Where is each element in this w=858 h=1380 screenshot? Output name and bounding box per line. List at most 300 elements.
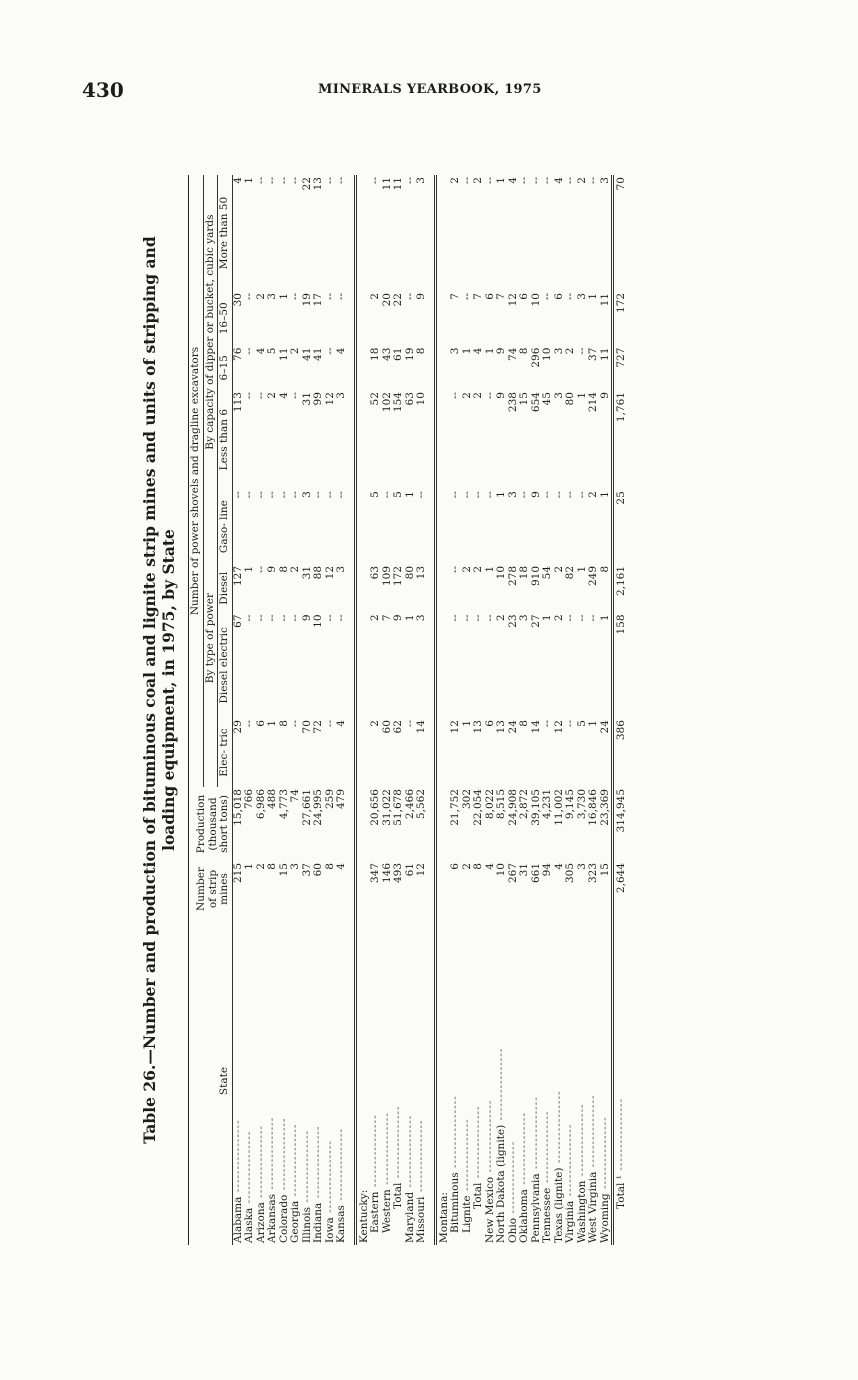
gas-cell: 9 — [529, 491, 542, 498]
elec-cell: 14 — [415, 720, 427, 734]
c6-cell — [435, 346, 450, 390]
gt50-cell: 2 — [449, 177, 461, 184]
c6-cell: 61 — [392, 347, 404, 361]
mines-cell: 305 — [564, 863, 576, 884]
gas-cell: -- — [449, 491, 461, 499]
gas-cell: 1 — [403, 491, 416, 498]
diesel-cell: 127 — [231, 565, 244, 587]
gas-cell: 5 — [392, 491, 404, 498]
c16-cell: -- — [564, 293, 576, 301]
elec-cell: 5 — [575, 720, 588, 727]
lt6-cell: 9 — [495, 392, 507, 399]
lt6-cell: 52 — [369, 392, 381, 406]
c6-cell: 41 — [312, 347, 324, 361]
state-cell: Alaska ---------------- — [243, 1130, 255, 1243]
leader-dots: ---------------- — [460, 1118, 473, 1196]
state-cell: Kansas ---------------- — [335, 1127, 347, 1243]
lt6-cell: -- — [243, 392, 255, 400]
lt6-cell: 2 — [460, 392, 473, 399]
gas-cell: -- — [312, 491, 324, 499]
c16-cell: 6 — [518, 293, 530, 300]
leader-dots: ---------------- — [415, 1119, 427, 1197]
dielec-cell — [435, 612, 450, 718]
elec-cell: -- — [243, 720, 255, 728]
header-more-than-50: More than 50 — [218, 175, 233, 291]
lt6-cell — [435, 390, 450, 489]
leader-dots: ---------------- — [495, 1047, 507, 1125]
dielec-cell: 7 — [380, 614, 393, 622]
table-row — [302, 175, 314, 1245]
table-row — [256, 175, 268, 1245]
diesel-cell: 31 — [300, 565, 313, 580]
table-row — [435, 175, 450, 1245]
c16-cell: -- — [289, 293, 301, 301]
mines-cell: 8 — [266, 863, 278, 870]
lt6-cell: 154 — [392, 392, 404, 413]
dielec-cell: 1 — [598, 614, 611, 622]
prod-cell: 4,773 — [277, 789, 290, 820]
elec-cell: -- — [403, 720, 416, 728]
elec-cell: -- — [541, 720, 553, 728]
diesel-cell: 8 — [277, 565, 290, 573]
lt6-cell: 2 — [266, 392, 278, 399]
prod-cell: 21,752 — [449, 789, 461, 826]
gt50-cell: -- — [323, 177, 336, 185]
gt50-cell: -- — [587, 177, 599, 185]
diesel-cell: 3 — [335, 565, 347, 573]
mines-cell: 31 — [518, 863, 530, 877]
dielec-cell — [355, 612, 370, 718]
row-gap — [428, 175, 436, 1245]
header-by-power: By type of power — [203, 489, 218, 787]
lt6-cell: 238 — [506, 392, 519, 413]
gas-cell: -- — [380, 491, 393, 499]
prod-cell: 11,002 — [552, 789, 565, 826]
state-cell: Washington ---------------- — [575, 1103, 588, 1243]
c6-cell: 76 — [231, 347, 244, 361]
gt50-cell: 1 — [243, 177, 255, 184]
c16-cell: 172 — [613, 291, 628, 346]
c6-cell: 41 — [300, 347, 313, 361]
elec-cell: 1 — [460, 720, 473, 727]
diesel-cell: 2 — [552, 565, 565, 573]
c16-cell: 2 — [254, 293, 267, 300]
c16-cell: -- — [541, 293, 553, 301]
gt50-cell: 3 — [415, 177, 427, 184]
gt50-cell: 11 — [380, 177, 393, 191]
dielec-cell: 9 — [300, 614, 313, 622]
table-row — [232, 175, 244, 1245]
gt50-cell: -- — [564, 177, 576, 185]
elec-cell: 6 — [254, 720, 267, 727]
gas-cell: -- — [277, 491, 290, 499]
caption-line-1: Table 26.—Number and production of bituminous coal and lignite strip mines and units of stripping and — [140, 236, 159, 1144]
diesel-cell: 8 — [598, 565, 611, 573]
c6-cell: 727 — [613, 346, 628, 390]
elec-cell: 1 — [587, 720, 599, 727]
header-production: Production (thousand short tons) — [189, 787, 233, 861]
gas-cell: -- — [552, 491, 565, 499]
elec-cell: 8 — [518, 720, 530, 727]
elec-cell: 14 — [529, 720, 542, 734]
mines-cell: 4 — [335, 863, 347, 870]
c16-cell: 2 — [369, 293, 381, 300]
diesel-cell: 10 — [495, 565, 507, 580]
table-row — [519, 175, 531, 1245]
header-by-capacity: By capacity of dipper or bucket, cubic yards — [203, 175, 218, 489]
gas-cell: -- — [575, 491, 588, 499]
gt50-cell — [355, 175, 370, 291]
diesel-cell: 2,161 — [613, 564, 628, 613]
gas-cell: -- — [483, 491, 496, 499]
table-row — [279, 175, 291, 1245]
table-row — [508, 175, 520, 1245]
gt50-cell: -- — [277, 177, 290, 185]
elec-cell: 8 — [277, 720, 290, 727]
state-cell: Colorado ---------------- — [277, 1117, 290, 1243]
header-gasoline: Gaso- line — [218, 489, 233, 564]
state-cell: Eastern ---------------- — [369, 1114, 381, 1233]
elec-cell: 24 — [598, 720, 611, 734]
gas-cell — [355, 489, 370, 564]
diesel-cell: 80 — [403, 565, 416, 580]
prod-cell: 27,661 — [300, 789, 313, 826]
diesel-cell: 910 — [529, 565, 542, 587]
dielec-cell: -- — [483, 614, 496, 622]
gt50-cell: -- — [335, 177, 347, 185]
elec-cell: -- — [289, 720, 301, 728]
lt6-cell: 10 — [415, 392, 427, 406]
dielec-cell: 10 — [312, 614, 324, 628]
c16-cell — [435, 291, 450, 346]
leader-dots: ---------------- — [369, 1114, 381, 1192]
table-row — [267, 175, 279, 1245]
c6-cell: 4 — [472, 347, 484, 355]
c16-cell: 22 — [392, 293, 404, 307]
prod-cell: 2,872 — [518, 789, 530, 820]
mines-cell: 4 — [552, 863, 565, 870]
leader-dots: ---------------- — [483, 1099, 496, 1177]
dielec-cell: 3 — [415, 614, 427, 622]
elec-cell: -- — [564, 720, 576, 728]
state-cell: Oklahoma ---------------- — [518, 1112, 530, 1243]
c6-cell: 3 — [449, 347, 461, 355]
dielec-cell: -- — [254, 614, 267, 622]
leader-dots: ---------------- — [506, 1140, 519, 1218]
c6-cell: 37 — [587, 347, 599, 361]
gt50-cell: 1 — [495, 177, 507, 184]
leader-dots: ---------------- — [243, 1130, 255, 1208]
mines-cell: 60 — [312, 863, 324, 877]
diesel-cell: 2 — [472, 565, 484, 573]
gt50-cell: -- — [518, 177, 530, 185]
prod-cell: 15,018 — [231, 789, 244, 826]
leader-dots: ---------------- — [335, 1127, 347, 1206]
gas-cell: 2 — [587, 491, 599, 498]
c16-cell: 20 — [380, 293, 393, 307]
gas-cell: -- — [460, 491, 473, 499]
mines-cell: 2,644 — [613, 861, 628, 917]
gas-cell: 1 — [598, 491, 611, 498]
prod-cell: 74 — [289, 789, 301, 803]
state-cell: Alabama ---------------- — [231, 1119, 244, 1243]
state-cell: Bituminous ---------------- — [449, 1095, 461, 1233]
c16-cell: 11 — [598, 293, 611, 307]
gas-cell: -- — [564, 491, 576, 499]
c16-cell: -- — [243, 293, 255, 301]
elec-cell: 70 — [300, 720, 313, 734]
c6-cell: 5 — [266, 347, 278, 355]
c6-cell: 9 — [495, 347, 507, 355]
gas-cell: -- — [518, 491, 530, 499]
leader-dots: ---------------- — [587, 1094, 599, 1172]
mines-cell: 6 — [449, 863, 461, 870]
c6-cell: 74 — [506, 347, 519, 361]
lt6-cell: 3 — [335, 392, 347, 399]
mines-cell: 4 — [483, 863, 496, 870]
state-cell: Arizona ---------------- — [254, 1125, 267, 1243]
dielec-cell: 23 — [506, 614, 519, 628]
caption-line-2: loading equipment, in 1975, by State — [159, 529, 178, 851]
state-cell: Total ¹ ---------------- — [613, 917, 628, 1245]
dielec-cell: -- — [575, 614, 588, 622]
diesel-cell: 12 — [323, 565, 336, 580]
gt50-cell: 22 — [300, 177, 313, 191]
elec-cell: 6 — [483, 720, 496, 727]
prod-cell: 8,022 — [483, 789, 496, 820]
gt50-cell: -- — [369, 177, 381, 185]
gt50-cell: -- — [254, 177, 267, 185]
diesel-cell: -- — [254, 565, 267, 574]
gas-cell: -- — [472, 491, 484, 499]
dielec-cell: 3 — [518, 614, 530, 622]
mines-cell: 3 — [575, 863, 588, 870]
prod-cell: 2,466 — [403, 789, 416, 820]
prod-cell: 39,105 — [529, 789, 542, 826]
c16-cell: 9 — [415, 293, 427, 300]
dielec-cell: -- — [323, 614, 336, 622]
state-cell: Ohio ---------------- — [506, 1140, 519, 1243]
mines-cell: 146 — [380, 863, 393, 884]
table-row — [577, 175, 589, 1245]
table-row — [370, 175, 382, 1245]
gt50-cell: 2 — [472, 177, 484, 184]
mines-cell: 661 — [529, 863, 542, 884]
table-row — [336, 175, 348, 1245]
state-cell: Total ---------------- — [472, 1105, 484, 1209]
c16-cell: 1 — [277, 293, 290, 300]
dielec-cell: -- — [564, 614, 576, 622]
header-diesel: Diesel — [218, 564, 233, 613]
running-head: MINERALS YEARBOOK, 1975 — [318, 82, 542, 97]
table-row — [405, 175, 417, 1245]
diesel-cell — [355, 564, 370, 613]
mines-cell — [355, 861, 370, 917]
elec-cell: 24 — [506, 720, 519, 734]
table-row — [355, 175, 370, 1245]
header-diesel-electric: Diesel electric — [218, 612, 233, 718]
c6-cell: -- — [323, 347, 336, 355]
table-row — [450, 175, 462, 1245]
dielec-cell: -- — [266, 614, 278, 622]
c6-cell: 10 — [541, 347, 553, 361]
table-row — [542, 175, 554, 1245]
c16-cell: 1 — [587, 293, 599, 300]
gt50-cell: 3 — [598, 177, 611, 184]
dielec-cell: 2 — [369, 614, 381, 622]
diesel-cell: 88 — [312, 565, 324, 580]
prod-cell — [435, 787, 450, 861]
gt50-cell: 4 — [231, 177, 244, 184]
c16-cell: 3 — [266, 293, 278, 300]
c6-cell: 8 — [415, 347, 427, 355]
lt6-cell: 1,761 — [613, 390, 628, 489]
c16-cell: 7 — [449, 293, 461, 300]
state-cell: Total ---------------- — [392, 1105, 404, 1209]
elec-cell: 62 — [392, 720, 404, 734]
dielec-cell: 158 — [613, 612, 628, 718]
mines-cell: 323 — [587, 863, 599, 884]
mines-cell: 8 — [323, 863, 336, 870]
diesel-cell: 1 — [575, 565, 588, 573]
gt50-cell: -- — [266, 177, 278, 185]
c6-cell: 11 — [277, 347, 290, 361]
dielec-cell: -- — [472, 614, 484, 622]
lt6-cell: 102 — [380, 392, 393, 413]
leader-dots: ---------------- — [575, 1103, 588, 1181]
table-row — [588, 175, 600, 1245]
prod-cell: 31,022 — [380, 789, 393, 826]
state-cell: Indiana ---------------- — [312, 1125, 324, 1243]
state-cell: Tennessee ---------------- — [541, 1110, 553, 1243]
c6-cell: 43 — [380, 347, 393, 361]
leader-dots: ---------------- — [312, 1125, 324, 1203]
gt50-cell: 4 — [506, 177, 519, 184]
prod-cell: 51,678 — [392, 789, 404, 826]
gt50-cell: -- — [403, 177, 416, 185]
gas-cell: 1 — [495, 491, 507, 498]
lt6-cell: 2 — [472, 392, 484, 399]
lt6-cell: 4 — [277, 392, 290, 399]
gt50-cell: 2 — [575, 177, 588, 184]
table-body — [232, 175, 628, 1245]
elec-cell — [435, 718, 450, 787]
table-row — [382, 175, 394, 1245]
c6-cell: 1 — [460, 347, 473, 355]
lt6-cell: 63 — [403, 392, 416, 406]
gt50-cell: 13 — [312, 177, 324, 191]
mines-cell: 2 — [254, 863, 267, 870]
lt6-cell: 15 — [518, 392, 530, 406]
prod-cell: 488 — [266, 789, 278, 810]
page-number: 430 — [82, 78, 124, 102]
elec-cell: 29 — [231, 720, 244, 734]
gt50-cell — [435, 175, 450, 291]
leader-dots: ---------------- — [552, 1090, 565, 1168]
table-row — [496, 175, 508, 1245]
row-gap — [348, 175, 356, 1245]
elec-cell — [355, 718, 370, 787]
gas-cell: -- — [243, 491, 255, 499]
diesel-cell: 1 — [483, 565, 496, 573]
c16-cell: -- — [335, 293, 347, 301]
state-cell: North Dakota (lignite) ---------------- — [495, 1047, 507, 1243]
table-row — [325, 175, 337, 1245]
dielec-cell: 2 — [552, 614, 565, 622]
diesel-cell: 2 — [289, 565, 301, 573]
prod-cell: 259 — [323, 789, 336, 810]
c16-cell — [355, 291, 370, 346]
prod-cell: 6,986 — [254, 789, 267, 820]
diesel-cell: 9 — [266, 565, 278, 573]
gt50-cell: -- — [483, 177, 496, 185]
header-6-15: 6–15 — [218, 346, 233, 390]
c16-cell: 6 — [552, 293, 565, 300]
c16-cell: -- — [403, 293, 416, 301]
table-row — [462, 175, 474, 1245]
c16-cell: -- — [323, 293, 336, 301]
state-cell: Missouri ---------------- — [415, 1119, 427, 1243]
dielec-cell: 27 — [529, 614, 542, 628]
gas-cell: -- — [323, 491, 336, 499]
mines-cell: 3 — [289, 863, 301, 870]
c6-cell: 19 — [403, 347, 416, 361]
leader-dots: ---------------- — [615, 1097, 627, 1176]
gas-cell: -- — [335, 491, 347, 499]
header-state: State — [189, 917, 233, 1245]
prod-cell: 4,231 — [541, 789, 553, 820]
c16-cell: 7 — [472, 293, 484, 300]
c16-cell: 3 — [575, 293, 588, 300]
c16-cell: 7 — [495, 293, 507, 300]
lt6-cell: 12 — [323, 392, 336, 406]
prod-cell: 479 — [335, 789, 347, 810]
state-cell: West Virginia ---------------- — [587, 1094, 599, 1243]
prod-cell: 22,054 — [472, 789, 484, 826]
gas-cell: -- — [266, 491, 278, 499]
prod-cell: 24,995 — [312, 789, 324, 826]
diesel-cell: 54 — [541, 565, 553, 580]
state-cell: Pennsylvania ---------------- — [529, 1096, 542, 1243]
prod-cell: 302 — [460, 789, 473, 810]
elec-cell: 12 — [449, 720, 461, 734]
table-row — [554, 175, 566, 1245]
gt50-cell: -- — [460, 177, 473, 185]
elec-cell: 386 — [613, 718, 628, 787]
c6-cell: 2 — [289, 347, 301, 355]
header-16-50: 16–50 — [218, 291, 233, 346]
diesel-cell: 249 — [587, 565, 599, 587]
c16-cell: 12 — [506, 293, 519, 307]
leader-dots: ---------------- — [231, 1119, 244, 1197]
diesel-cell: 82 — [564, 565, 576, 580]
mines-cell — [435, 861, 450, 917]
state-cell: Virginia ---------------- — [564, 1123, 576, 1243]
c6-cell: 296 — [529, 347, 542, 368]
data-table — [188, 175, 628, 1245]
c16-cell: 19 — [300, 293, 313, 307]
state-cell: Iowa ---------------- — [323, 1140, 336, 1243]
lt6-cell: -- — [449, 392, 461, 400]
diesel-cell — [435, 564, 450, 613]
header-group: Number of power shovels and dragline excavators — [189, 175, 204, 787]
header-less-than-6: Less than 6 — [218, 390, 233, 489]
state-cell: New Mexico ---------------- — [483, 1099, 496, 1243]
state-cell: Texas (lignite) ---------------- — [552, 1090, 565, 1243]
elec-cell: 4 — [335, 720, 347, 727]
c6-cell: 11 — [598, 347, 611, 361]
table-row — [600, 175, 613, 1245]
